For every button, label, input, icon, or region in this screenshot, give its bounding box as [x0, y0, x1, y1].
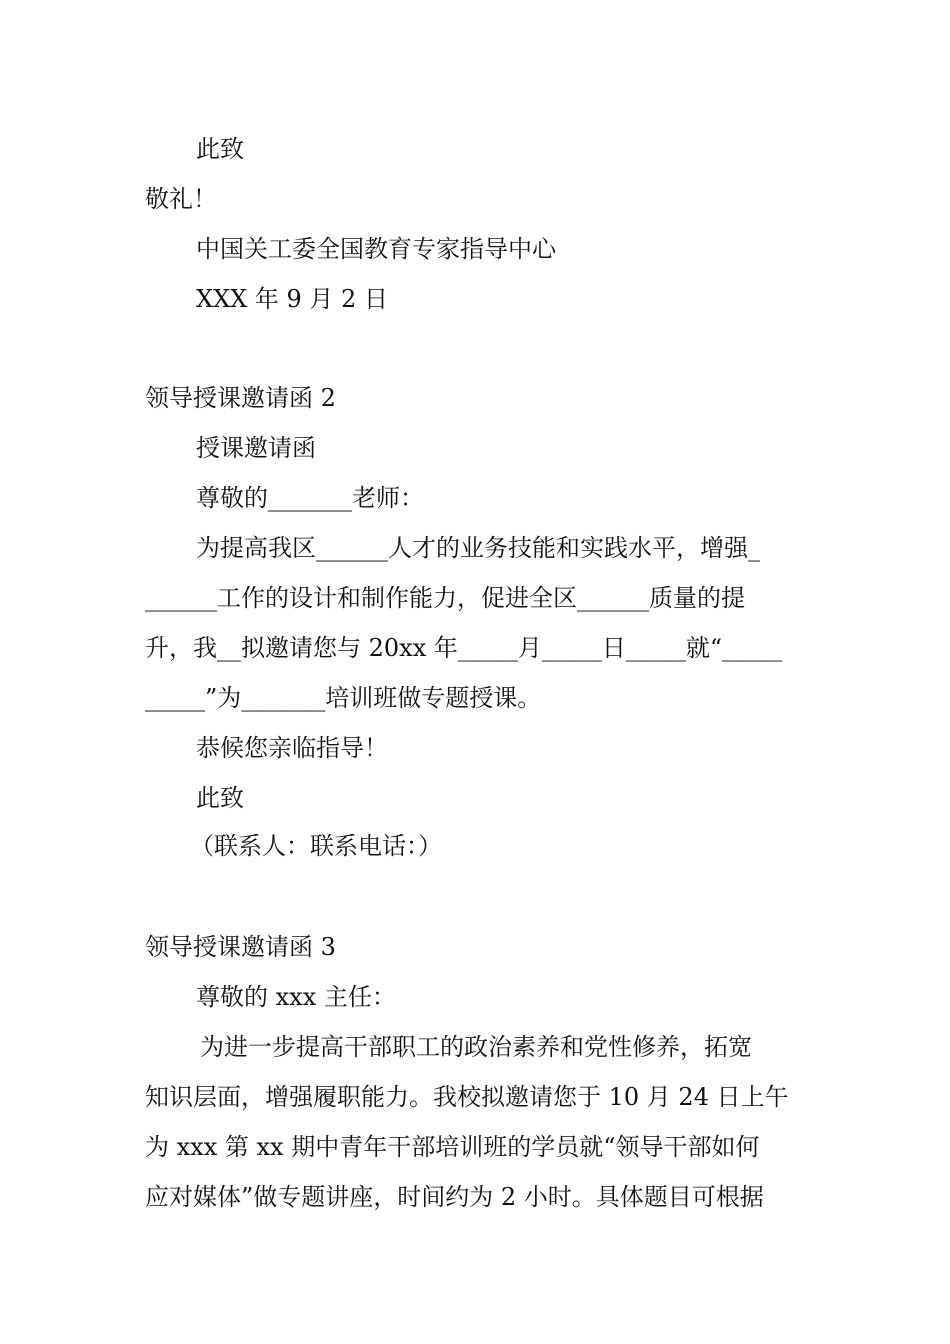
signature: 中国关工委全国教育专家指导中心	[196, 235, 556, 263]
salutation: 此致	[196, 784, 244, 812]
date: XXX 年 9 月 2 日	[196, 285, 388, 313]
closing-line: 恭候您亲临指导！	[196, 734, 388, 762]
body-line: 为进一步提高干部职工的政治素养和党性修养，拓宽	[200, 1033, 752, 1061]
contact-line: （联系人：联系电话：）	[190, 832, 442, 860]
body-line: 应对媒体”做专题讲座，时间约为 2 小时。具体题目可根据	[145, 1183, 764, 1211]
body-line: 为 xxx 第 xx 期中青年干部培训班的学员就“领导干部如何	[145, 1133, 760, 1161]
salutation: 此致	[196, 135, 244, 163]
body-line: _____”为_______培训班做专题授课。	[145, 684, 542, 712]
body-line: ______工作的设计和制作能力，促进全区______质量的提	[145, 584, 745, 612]
letter-title: 授课邀请函	[196, 434, 316, 462]
body-line: 升，我__拟邀请您与 20xx 年_____月_____日_____就“_____	[145, 634, 783, 662]
body-line: 知识层面，增强履职能力。我校拟邀请您于 10 月 24 日上午	[145, 1083, 789, 1111]
body-line: 为提高我区______人才的业务技能和实践水平，增强_	[196, 534, 760, 562]
greeting: 尊敬的 xxx 主任：	[196, 983, 396, 1011]
regards: 敬礼！	[145, 185, 217, 213]
section-heading: 领导授课邀请函 3	[145, 933, 336, 961]
section-heading: 领导授课邀请函 2	[145, 384, 336, 412]
greeting: 尊敬的_______老师：	[196, 484, 424, 512]
